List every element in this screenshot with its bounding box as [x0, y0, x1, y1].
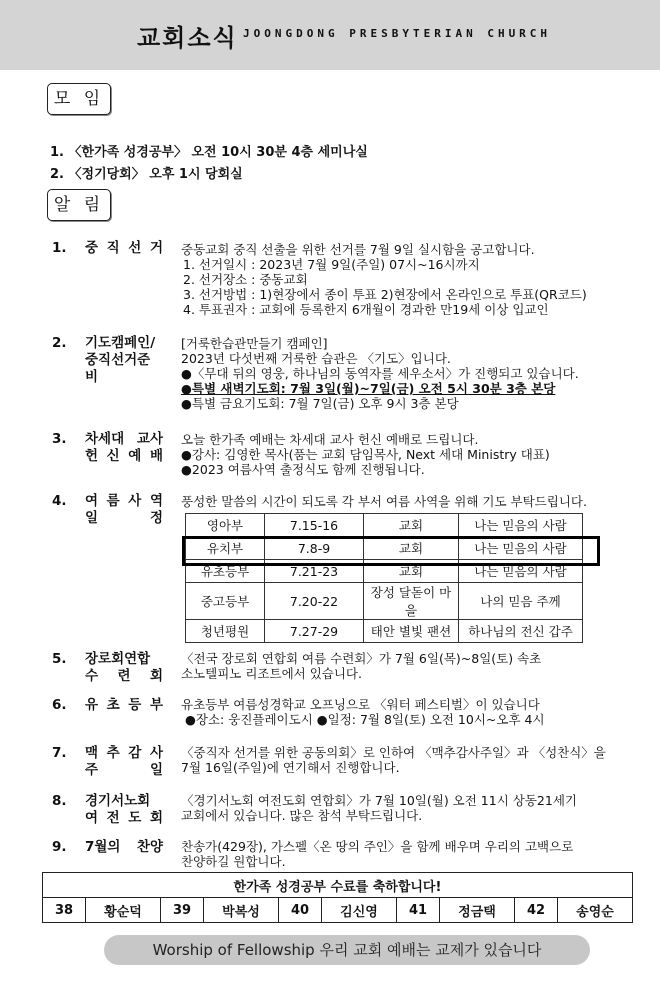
header-band	[0, 0, 660, 70]
notice-number: 5.	[52, 651, 67, 667]
notice-label: 유 초 등 부	[85, 697, 163, 713]
meeting-item: 2. 〈정기당회〉 오후 1시 당회실	[50, 167, 243, 182]
notice-body: 유초등부 여름성경학교 오프닝으로 〈워터 페스티벌〉이 있습니다 ●장소: 웅진플레이도시 ●일정: 7월 8일(토) 오전 10시~오후 4시	[181, 697, 545, 727]
table-row	[43, 873, 633, 898]
notice-body: 중동교회 중직 선출을 위한 선거를 7월 9일 실시함을 공고합니다. 1. 선거일시 : 2023년 7월 9일(주일) 07시~16시까지 2. 선거장소 : 중동교회 3. 선거방법 : 1)현장에서 종이 투표 2)현장에서 온라인으로 투표(QR코드) 4. 투표권자 : 교회에 등록한지 6개월이 경과한 만19세 이상 입교인	[181, 242, 587, 317]
notice-label: 중 직 선 거	[85, 240, 163, 256]
notice-label: 주 일	[85, 762, 163, 778]
notice-label: 7월의 찬양	[85, 839, 163, 855]
church-name: JOONGDONG PRESBYTERIAN CHURCH	[243, 27, 552, 40]
notice-body: 풍성한 말씀의 시간이 되도록 각 부서 여름 사역을 위해 기도 부탁드립니다.	[181, 494, 587, 509]
table-row: 유치부 7.8-9 교회 나는 믿음의 사람	[186, 537, 583, 560]
summer-schedule-table	[185, 513, 583, 643]
notice-body: 〈경기서노회 여전도회 연합회〉가 7월 10일(월) 오전 11시 상동21세기 교회에서 있습니다. 많은 참석 부탁드립니다.	[181, 793, 577, 823]
table-row: 중고등부 7.20-22 장성 달돋이 마을 나의 믿음 주께	[186, 583, 583, 620]
notice-number: 3.	[52, 431, 67, 447]
notice-label: 헌 신 예 배	[85, 448, 163, 464]
notice-label: 여 전 도 회	[85, 810, 163, 826]
table-row: 유초등부 7.21-23 교회 나는 믿음의 사람	[186, 560, 583, 583]
notice-number: 9.	[52, 839, 67, 855]
notice-label: 장로회연합	[85, 651, 151, 667]
highlight-box	[182, 536, 600, 566]
notice-number: 8.	[52, 793, 67, 809]
notice-label: 차세대 교사	[85, 431, 163, 447]
table-row: 영아부 7.15-16 교회 나는 믿음의 사람	[186, 514, 583, 537]
notice-label: 기도캠페인/	[85, 335, 156, 351]
notice-label: 맥 추 감 사	[85, 745, 163, 761]
table-row: 38 황순덕 39 박복성 40 김신영 41 정금택 42 송영순	[43, 898, 633, 923]
notice-number: 4.	[52, 493, 67, 509]
page-title: 교회소식	[137, 24, 238, 52]
notice-body: [거룩한습관만들기 캠페인] 2023년 다섯번째 거룩한 습관은 〈기도〉입니다. ●〈무대 뒤의 영웅, 하나님의 동역자를 세우소서〉가 진행되고 있습니다. ●특별 새벽기도회: 7월 3일(월)~7일(금) 오전 5시 30분 3층 본당 ●특별 금요기도회: 7월 7일(금) 오후 9시 3층 본당	[181, 336, 579, 411]
notice-label: 일 정	[85, 510, 163, 526]
notice-number: 6.	[52, 697, 67, 713]
notice-body: 찬송가(429장), 가스펠〈온 땅의 주인〉을 함께 배우며 우리의 고백으로 찬양하길 원합니다.	[181, 839, 574, 869]
notice-body: 〈중직자 선거를 위한 공동의회〉로 인하여 〈맥추감사주일〉과 〈성찬식〉을 7월 16일(주일)에 연기해서 진행합니다.	[181, 745, 606, 775]
notice-label: 중직선거준비	[85, 352, 151, 385]
notice-label: 수 련 회	[85, 668, 163, 684]
notice-body: 〈전국 장로회 연합회 여름 수련회〉가 7월 6일(목)~8일(토) 속초 소노텔피노 리조트에서 있습니다.	[181, 651, 542, 681]
notice-body: 오늘 한가족 예배는 차세대 교사 헌신 예배로 드립니다. ●강사: 김영한 목사(품는 교회 담임목사, Next 세대 Ministry 대표) ●2023 여름사역 출정식도 함께 진행됩니다.	[181, 432, 550, 477]
notice-number: 2.	[52, 335, 67, 351]
notice-label: 여 름 사 역	[85, 493, 163, 509]
notice-label: 경기서노회	[85, 793, 151, 809]
footer-banner: Worship of Fellowship 우리 교회 예배는 교제가 있습니다	[104, 935, 590, 965]
graduation-table	[42, 872, 633, 923]
meetings-section-label: 모 임	[47, 83, 111, 115]
graduation-title: 한가족 성경공부 수료를 축하합니다!	[43, 873, 633, 898]
notices-section-label: 알 림	[47, 189, 111, 221]
table-row: 청년평원 7.27-29 태안 별빛 팬션 하나님의 전신 갑주	[186, 620, 583, 643]
notice-number: 7.	[52, 745, 67, 761]
meeting-item: 1. 〈한가족 성경공부〉 오전 10시 30분 4층 세미나실	[50, 145, 368, 160]
notice-number: 1.	[52, 240, 67, 256]
